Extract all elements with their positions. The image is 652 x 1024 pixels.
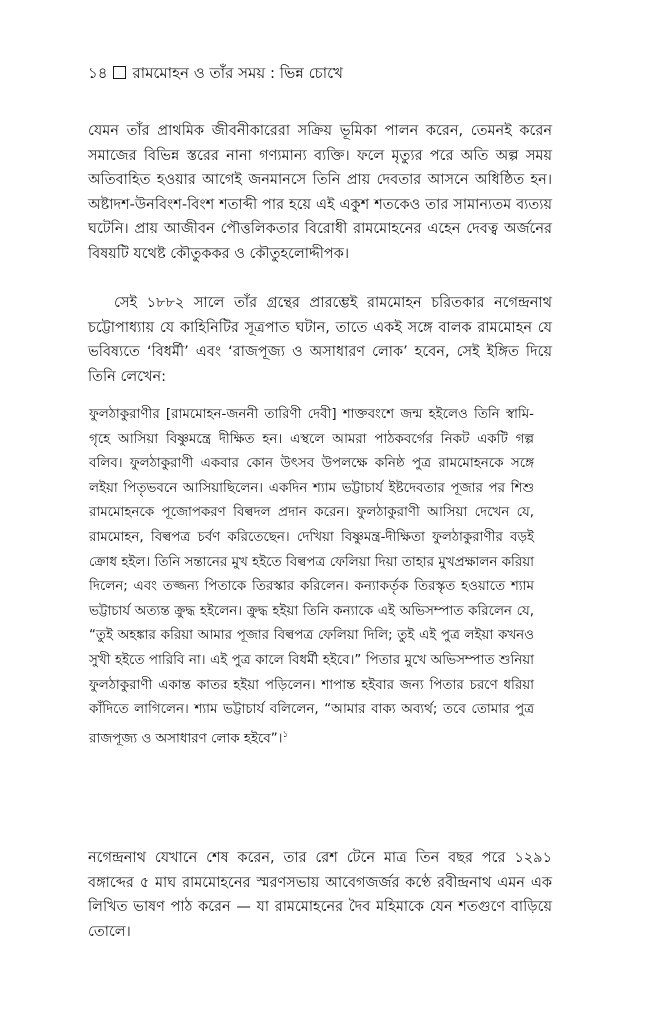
running-title: রামমোহন ও তাঁর সময় : ভিন্ন চোখে: [132, 64, 344, 82]
block-quote-text: ফুলঠাকুরাণীর [রামমোহন-জননী তারিণী দেবী] শাক্তবংশে জন্ম হইলেও তিনি স্বামি-গৃহে আসিয়া বিষ্ণুমন্ত্রে দীক্ষিত হন। এস্থলে আমরা পাঠকবর্গের নিকট একটি গল্প বলিব। ফুলঠাকুরাণী একবার কোন উৎসব উপলক্ষে কনিষ্ঠ পুত্র রামমোহনকে সঙ্গে লইয়া পিতৃভবনে আসিয়াছিলেন। একদিন শ্যাম ভট্টাচার্য ইষ্টদেবতার পূজার পর শিশু রামমোহনকে পূজোপকরণ বিল্বদল প্রদান করেন। ফুলঠাকুরাণী আসিয়া দেখেন যে, রামমোহন, বিল্বপত্র চর্বণ করিতেছেন। দেখিয়া বিষ্ণুমন্ত্র-দীক্ষিতা ফুলঠাকুরাণীর বড়ই ক্রোধ হইল। তিনি সন্তানের মুখ হইতে বিল্বপত্র ফেলিয়া দিয়া তাহার মুখপ্রক্ষালন করিয়া দিলেন; এবং তজ্জন্য পিতাকে তিরস্কার করিলেন। কন্যাকর্তৃক তিরস্কৃত হওয়াতে শ্যাম ভট্টাচার্য অত্যন্ত ক্রুদ্ধ হইলেন। ক্রুদ্ধ হইয়া তিনি কন্যাকে এই অভিসম্পাত করিলেন যে, “তুই অহঙ্কার করিয়া আমার পূজার বিল্বপত্র ফেলিয়া দিলি; তুই এই পুত্র লইয়া কখনও সুখী হইতে পারিবি না। এই পুত্র কালে বিধর্মী হইবে।” পিতার মুখে অভিসম্পাত শুনিয়া ফুলঠাকুরাণী একান্ত কাতর হইয়া পড়িলেন। শাপান্ত হইবার জন্য পিতার চরণে ধরিয়া কাঁদিতে লাগিলেন। শ্যাম ভট্টাচার্য বলিলেন, “আমার বাক্য অব্যর্থ; তবে তোমার পুত্র রাজপূজ্য ও অসাধারণ লোক হইবে”।: [89, 407, 534, 747]
block-quote: [89, 403, 534, 752]
paragraph-1: যেমন তাঁর প্রাথমিক জীবনীকারেরা সক্রিয় ভূমিকা পালন করেন, তেমনই করেন সমাজের বিভিন্ন স্তরের নানা গণ্যমান্য ব্যক্তি। ফলে মৃত্যুর পরে অতি অল্প সময় অতিবাহিত হওয়ার আগেই জনমানসে তিনি প্রায় দেবতার আসনে অধিষ্ঠিত হন। অষ্টাদশ-উনবিংশ-বিংশ শতাব্দী পার হয়ে এই একুশ শতকেও তার সামান্যতম ব্যত্যয় ঘটেনি। প্রায় আজীবন পৌত্তলিকতার বিরোধী রামমোহনের এহেন দেবত্ব অর্জনের বিষয়টি যথেষ্ট কৌতুককর ও কৌতুহলোদ্দীপক।: [88, 123, 552, 262]
page-number: ১৪: [88, 64, 108, 82]
paragraph-3: নগেন্দ্রনাথ যেখানে শেষ করেন, তার রেশ টেনে মাত্র তিন বছর পরে ১২৯১ বঙ্গাব্দের ৫ মাঘ রামমোহনের স্মরণসভায় আবেগজর্জর কণ্ঠে রবীন্দ্রনাথ এমন এক লিখিত ভাষণ পাঠ করেন — যা রামমোহনের দৈব মহিমাকে যেন শতগুণে বাড়িয়ে তোলে।: [88, 850, 552, 940]
separator-box-icon: [113, 66, 126, 79]
footnote-marker: ১: [282, 729, 289, 740]
paragraph-2: সেই ১৮৮২ সালে তাঁর গ্রন্থের প্রারম্ভেই রামমোহন চরিতকার নগেন্দ্রনাথ চট্টোপাধ্যায় যে কাহিনিটির সূত্রপাত ঘটান, তাতে একই সঙ্গে বালক রামমোহন যে ভবিষ্যতে ‘বিধর্মী’ এবং ‘রাজপূজ্য ও অসাধারণ লোক’ হবেন, সেই ইঙ্গিত দিয়ে তিনি লেখেন:: [88, 295, 552, 385]
running-header: [88, 62, 343, 84]
